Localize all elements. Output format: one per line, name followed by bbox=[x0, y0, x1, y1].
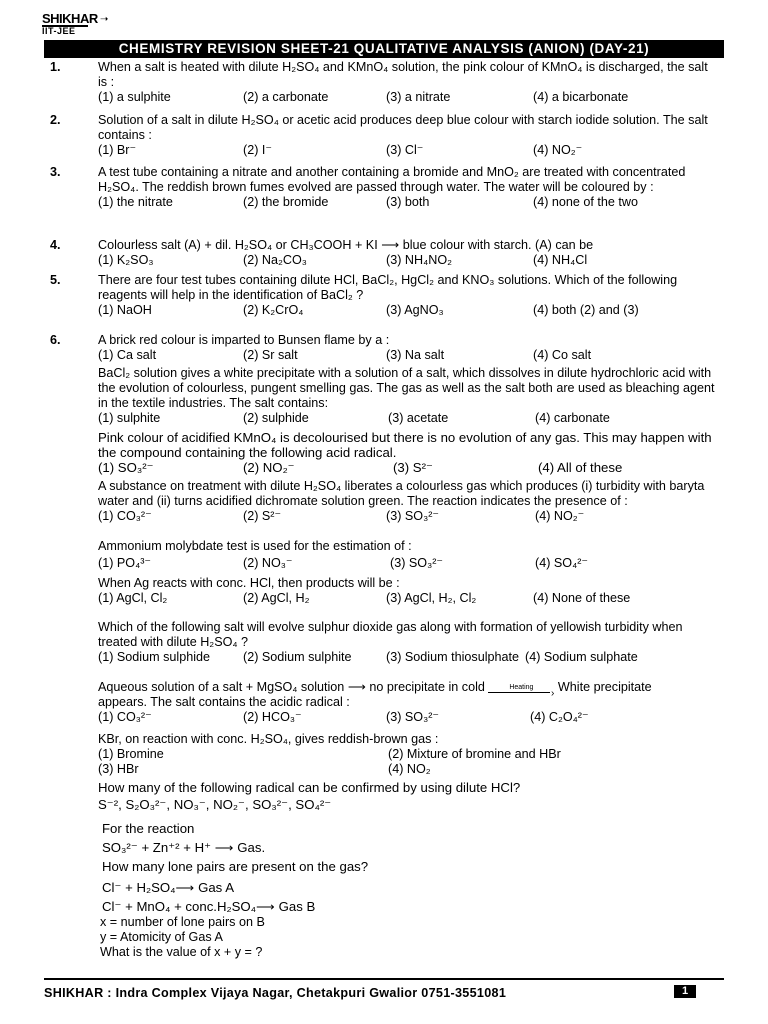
option-2: (2) Na₂CO₃ bbox=[243, 253, 307, 267]
reaction-b: Cl⁻ + MnO₄ + conc.H₂SO₄⟶ Gas B bbox=[102, 899, 316, 914]
options bbox=[98, 460, 718, 475]
options bbox=[98, 747, 718, 762]
heating-label: Heating bbox=[509, 684, 534, 691]
option-3: (3) SO₃²⁻ bbox=[386, 509, 440, 523]
options bbox=[98, 253, 730, 268]
question-4 bbox=[50, 238, 730, 268]
question-text bbox=[98, 680, 718, 699]
option-1: (1) Br⁻ bbox=[98, 143, 137, 157]
question-text-1: For the reaction bbox=[102, 821, 195, 836]
question-10 bbox=[98, 539, 718, 571]
options bbox=[98, 411, 718, 426]
question-text: KBr, on reaction with conc. H₂SO₄, gives reddish-brown gas : bbox=[98, 732, 439, 746]
option-2: (2) S²⁻ bbox=[243, 509, 282, 523]
logo-brand: SHIKHAR bbox=[42, 11, 98, 26]
option-2: (2) I⁻ bbox=[243, 143, 273, 157]
options bbox=[98, 650, 718, 665]
logo-arrow-icon: ➝ bbox=[100, 14, 109, 25]
option-2: (2) AgCl, H₂ bbox=[243, 591, 310, 605]
option-2: (2) HCO₃⁻ bbox=[243, 710, 302, 724]
question-13 bbox=[98, 680, 718, 725]
option-4: (4) carbonate bbox=[535, 411, 610, 425]
definition-x: x = number of lone pairs on B bbox=[100, 915, 265, 929]
question-number: 1. bbox=[50, 60, 61, 74]
option-1: (1) Sodium sulphide bbox=[98, 650, 211, 664]
options bbox=[98, 509, 718, 524]
options bbox=[98, 348, 730, 363]
option-2: (2) K₂CrO₄ bbox=[243, 303, 304, 317]
question-text: A test tube containing a nitrate and another containing a bromide and MnO₂ are treated with concentrated H₂SO₄. The reddish brown fumes evolved are passed through water. The water will be coloured by : bbox=[98, 165, 686, 194]
option-2: (2) sulphide bbox=[243, 411, 309, 425]
options bbox=[98, 762, 718, 777]
options bbox=[98, 195, 730, 210]
option-3: (3) AgNO₃ bbox=[386, 303, 444, 317]
question-6 bbox=[50, 333, 730, 363]
option-4: (4) a bicarbonate bbox=[533, 90, 629, 104]
question-text: BaCl₂ solution gives a white precipitate with a solution of a salt, which dissolves in dilute hydrochloric acid with the evolution of colourless, pungent smelling gas. The gas as well as the salt both are used as bleaching agent in the textile industries. The salt contains: bbox=[98, 366, 715, 410]
question-2 bbox=[50, 113, 730, 158]
definition-y: y = Atomicity of Gas A bbox=[100, 930, 223, 944]
logo bbox=[42, 12, 112, 36]
question-number: 6. bbox=[50, 333, 61, 347]
question-12 bbox=[98, 620, 718, 665]
option-3: (3) acetate bbox=[388, 411, 449, 425]
question-17-details bbox=[100, 915, 720, 960]
option-4: (4) None of these bbox=[533, 591, 631, 605]
question-text: Ammonium molybdate test is used for the estimation of : bbox=[98, 539, 412, 553]
option-4: (4) Co salt bbox=[533, 348, 592, 362]
option-4: (4) C₂O₄²⁻ bbox=[530, 710, 589, 724]
question-text: There are four test tubes containing dilute HCl, BaCl₂, HgCl₂ and KNO₃ solutions. Which of the following reagents will help in the identification of BaCl₂ ? bbox=[98, 273, 678, 302]
footer-address: SHIKHAR : Indra Complex Vijaya Nagar, Chetakpuri Gwalior 0751-3551081 bbox=[44, 986, 507, 1000]
question-9 bbox=[98, 479, 718, 524]
question-text: Which of the following salt will evolve sulphur dioxide gas along with formation of yellowish turbidity when treated with dilute H₂SO₄ ? bbox=[98, 620, 683, 649]
option-1: (1) CO₃²⁻ bbox=[98, 710, 152, 724]
arrow-head-icon: › bbox=[551, 688, 555, 699]
question-number: 4. bbox=[50, 238, 61, 252]
question-text: Pink colour of acidified KMnO₄ is decolourised but there is no evolution of any gas. This may happen with the compound containing the following acid radical. bbox=[98, 430, 712, 460]
question-7 bbox=[98, 366, 718, 426]
option-2: (2) Sodium sulphite bbox=[243, 650, 352, 664]
option-3: (3) AgCl, H₂, Cl₂ bbox=[386, 591, 477, 605]
option-1: (1) K₂SO₃ bbox=[98, 253, 154, 267]
option-1: (1) sulphite bbox=[98, 411, 161, 425]
option-1: (1) CO₃²⁻ bbox=[98, 509, 152, 523]
option-3: (3) both bbox=[386, 195, 430, 209]
question-text: What is the value of x + y = ? bbox=[100, 945, 263, 959]
question-text: How many of the following radical can be confirmed by using dilute HCl? bbox=[98, 780, 521, 795]
option-4: (4) NH₄Cl bbox=[533, 253, 588, 267]
option-3: (3) HBr bbox=[98, 762, 139, 776]
heating-arrow bbox=[488, 680, 555, 699]
option-4: (4) none of the two bbox=[533, 195, 639, 209]
question-15 bbox=[98, 780, 718, 812]
radical-list: S⁻², S₂O₃²⁻, NO₃⁻, NO₂⁻, SO₃²⁻, SO₄²⁻ bbox=[98, 797, 332, 812]
options bbox=[98, 591, 718, 606]
options bbox=[98, 303, 730, 318]
page-number: 1 bbox=[674, 985, 696, 998]
option-3: (3) Cl⁻ bbox=[386, 143, 424, 157]
option-4: (4) Sodium sulphate bbox=[525, 650, 638, 664]
option-2: (2) NO₂⁻ bbox=[243, 460, 295, 475]
footer bbox=[44, 978, 724, 1002]
option-3: (3) S²⁻ bbox=[393, 460, 433, 475]
option-1: (1) NaOH bbox=[98, 303, 152, 317]
question-14 bbox=[98, 732, 718, 777]
question-text: When a salt is heated with dilute H₂SO₄ and KMnO₄ solution, the pink colour of KMnO₄ is discharged, the salt is : bbox=[98, 60, 708, 89]
option-1: (1) PO₄³⁻ bbox=[98, 556, 152, 570]
option-2: (2) Mixture of bromine and HBr bbox=[388, 747, 561, 761]
question-11 bbox=[98, 576, 718, 606]
question-text: Solution of a salt in dilute H₂SO₄ or acetic acid produces deep blue colour with starch iodide solution. The salt contains : bbox=[98, 113, 708, 142]
option-4: (4) NO₂ bbox=[388, 762, 431, 776]
option-4: (4) NO₂⁻ bbox=[535, 509, 585, 523]
option-3: (3) Sodium thiosulphate bbox=[386, 650, 520, 664]
option-3: (3) SO₃²⁻ bbox=[390, 556, 444, 570]
option-2: (2) Sr salt bbox=[243, 348, 298, 362]
options bbox=[98, 90, 730, 105]
option-2: (2) a carbonate bbox=[243, 90, 329, 104]
question-1 bbox=[50, 60, 730, 105]
reaction-a: Cl⁻ + H₂SO₄⟶ Gas A bbox=[102, 880, 235, 895]
question-5 bbox=[50, 273, 730, 318]
question-text-a: Aqueous solution of a salt + MgSO₄ solution ⟶ no precipitate in cold bbox=[98, 680, 485, 694]
option-1: (1) Bromine bbox=[98, 747, 164, 761]
question-text: A brick red colour is imparted to Bunsen flame by a : bbox=[98, 333, 390, 347]
question-number: 2. bbox=[50, 113, 61, 127]
question-text: When Ag reacts with conc. HCl, then products will be : bbox=[98, 576, 400, 590]
question-text: A substance on treatment with dilute H₂SO₄ liberates a colourless gas which produces (i) turbidity with baryta water and (ii) turns acidified dichromate solution green. The reaction indicates the presence of : bbox=[98, 479, 705, 508]
question-text-b: White precipitate bbox=[557, 680, 652, 694]
question-text-2: How many lone pairs are present on the gas? bbox=[102, 859, 369, 874]
option-4: (4) NO₂⁻ bbox=[533, 143, 583, 157]
question-8 bbox=[98, 430, 718, 475]
option-1: (1) SO₃²⁻ bbox=[98, 460, 154, 475]
option-2: (2) the bromide bbox=[243, 195, 329, 209]
question-text-c: appears. The salt contains the acidic radical : bbox=[98, 695, 350, 709]
option-1: (1) a sulphite bbox=[98, 90, 171, 104]
options bbox=[98, 556, 718, 571]
reaction-equation: SO₃²⁻ + Zn⁺² + H⁺ ⟶ Gas. bbox=[102, 840, 266, 855]
option-4: (4) both (2) and (3) bbox=[533, 303, 639, 317]
options bbox=[98, 143, 730, 158]
option-1: (1) the nitrate bbox=[98, 195, 173, 209]
option-1: (1) Ca salt bbox=[98, 348, 157, 362]
question-17 bbox=[102, 878, 722, 916]
question-number: 3. bbox=[50, 165, 61, 179]
question-number: 5. bbox=[50, 273, 61, 287]
option-1: (1) AgCl, Cl₂ bbox=[98, 591, 168, 605]
sheet-title: CHEMISTRY REVISION SHEET-21 QUALITATIVE ANALYSIS (ANION) (DAY-21) bbox=[44, 40, 724, 58]
question-text: Colourless salt (A) + dil. H₂SO₄ or CH₃COOH + KI ⟶ blue colour with starch. (A) can be bbox=[98, 238, 594, 252]
option-3: (3) Na salt bbox=[386, 348, 445, 362]
question-16 bbox=[102, 819, 722, 876]
option-2: (2) NO₃⁻ bbox=[243, 556, 293, 570]
question-3 bbox=[50, 165, 730, 210]
option-4: (4) SO₄²⁻ bbox=[535, 556, 589, 570]
options bbox=[98, 710, 718, 725]
option-4: (4) All of these bbox=[538, 460, 623, 475]
option-3: (3) NH₄NO₂ bbox=[386, 253, 453, 267]
option-3: (3) SO₃²⁻ bbox=[386, 710, 440, 724]
logo-sub: IIT-JEE bbox=[42, 25, 88, 36]
option-3: (3) a nitrate bbox=[386, 90, 451, 104]
